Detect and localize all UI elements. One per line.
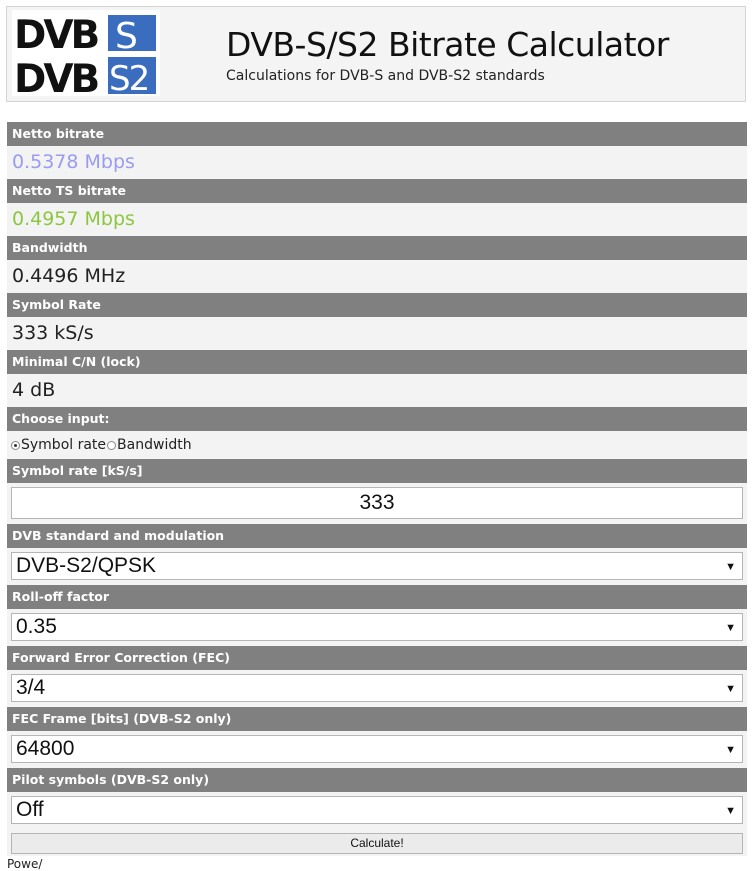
dropdown-arrow-icon: ▼ — [725, 744, 736, 756]
choose-input-section — [7, 407, 747, 459]
bandwidth-radio-label[interactable]: Bandwidth — [117, 437, 192, 453]
netto-ts-bitrate-value: 0.4957 Mbps — [7, 203, 747, 236]
fec-select-value: 3/4 — [16, 676, 46, 699]
fec-frame-label: FEC Frame [bits] (DVB-S2 only) — [7, 707, 747, 731]
calculate-section — [7, 829, 747, 856]
modulation-select[interactable] — [11, 552, 743, 580]
dvb-logo — [12, 10, 160, 96]
minimal-cn-section — [7, 350, 747, 407]
symbol-rate-result-label: Symbol Rate — [7, 293, 747, 317]
rolloff-select[interactable] — [11, 613, 743, 641]
minimal-cn-label: Minimal C/N (lock) — [7, 350, 747, 374]
footer-text: Powe/ — [7, 857, 43, 871]
choose-input-label: Choose input: — [7, 407, 747, 431]
symbol-rate-section — [7, 293, 747, 350]
fec-select[interactable] — [11, 674, 743, 702]
svg-text:S: S — [115, 16, 138, 57]
symbol-rate-input[interactable]: 333 — [11, 487, 743, 519]
symbol-rate-radio[interactable] — [11, 441, 20, 450]
rolloff-select-value: 0.35 — [16, 615, 57, 638]
symbol-rate-input-section — [7, 459, 747, 524]
fec-frame-select[interactable] — [11, 735, 743, 763]
modulation-section — [7, 524, 747, 585]
netto-bitrate-value: 0.5378 Mbps — [7, 146, 747, 179]
input-choice-radio-group — [7, 431, 747, 459]
pilot-select-value: Off — [16, 798, 44, 821]
page-header — [6, 6, 746, 102]
symbol-rate-radio-label[interactable]: Symbol rate — [21, 437, 107, 453]
calculate-button[interactable]: Calculate! — [11, 833, 743, 854]
symbol-rate-input-label: Symbol rate [kS/s] — [7, 459, 747, 483]
svg-text:S2: S2 — [109, 59, 149, 96]
dropdown-arrow-icon: ▼ — [725, 561, 736, 573]
netto-ts-bitrate-section — [7, 179, 747, 236]
dropdown-arrow-icon: ▼ — [725, 622, 736, 634]
netto-bitrate-label: Netto bitrate — [7, 122, 747, 146]
svg-text:DVB: DVB — [14, 57, 98, 96]
rolloff-label: Roll-off factor — [7, 585, 747, 609]
minimal-cn-value: 4 dB — [7, 374, 747, 407]
netto-ts-bitrate-label: Netto TS bitrate — [7, 179, 747, 203]
fec-frame-select-value: 64800 — [16, 737, 75, 760]
svg-text:DVB: DVB — [14, 13, 98, 58]
bandwidth-radio[interactable] — [107, 441, 116, 450]
rolloff-section — [7, 585, 747, 646]
dropdown-arrow-icon: ▼ — [725, 683, 736, 695]
page-title: DVB-S/S2 Bitrate Calculator — [226, 25, 669, 64]
bandwidth-section — [7, 236, 747, 293]
pilot-section — [7, 768, 747, 829]
pilot-label: Pilot symbols (DVB-S2 only) — [7, 768, 747, 792]
page-subtitle: Calculations for DVB-S and DVB-S2 standards — [226, 68, 545, 84]
modulation-label: DVB standard and modulation — [7, 524, 747, 548]
pilot-select[interactable] — [11, 796, 743, 824]
fec-label: Forward Error Correction (FEC) — [7, 646, 747, 670]
bandwidth-value: 0.4496 MHz — [7, 260, 747, 293]
symbol-rate-result-value: 333 kS/s — [7, 317, 747, 350]
netto-bitrate-section — [7, 122, 747, 179]
modulation-select-value: DVB-S2/QPSK — [16, 554, 157, 577]
fec-frame-section — [7, 707, 747, 768]
fec-section — [7, 646, 747, 707]
bandwidth-label: Bandwidth — [7, 236, 747, 260]
dropdown-arrow-icon: ▼ — [725, 805, 736, 817]
